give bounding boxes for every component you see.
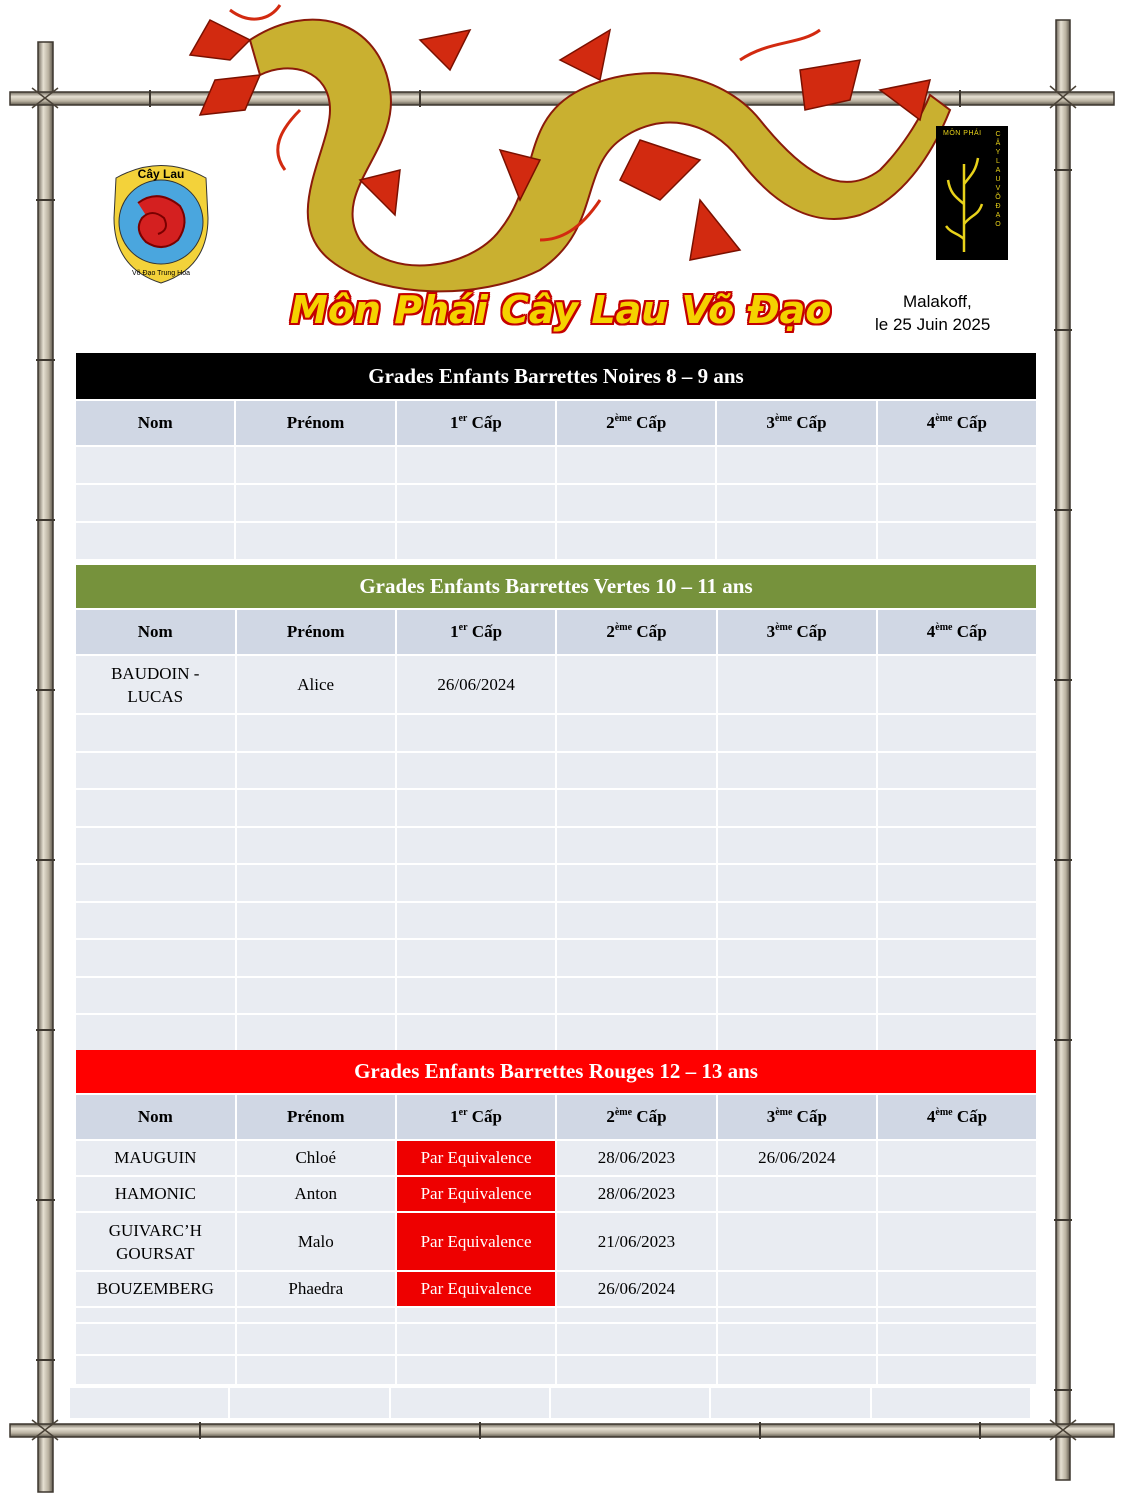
col-cap-1: 1er Cấp: [397, 401, 555, 445]
cell-cap-3: [718, 656, 876, 713]
col-cap-4: 4ème Cấp: [878, 610, 1036, 654]
table-row: [76, 1177, 1036, 1211]
col-cap-2: 2ème Cấp: [557, 401, 715, 445]
cell-cap-4: [878, 1213, 1036, 1270]
table-row: [76, 865, 1036, 901]
table-row: [76, 1141, 1036, 1175]
grades-table-rouges: [74, 1093, 1038, 1386]
cell-prenom: Malo: [237, 1213, 395, 1270]
cell-cap-4: [878, 1272, 1036, 1306]
col-cap-1: 1er Cấp: [397, 610, 555, 654]
cell-prenom: Phaedra: [237, 1272, 395, 1306]
section-rouges: [76, 1050, 1036, 1386]
cell-cap-3: 26/06/2024: [718, 1141, 876, 1175]
table-row: [76, 828, 1036, 864]
section-title-rouges: Grades Enfants Barrettes Rouges 12 – 13 ans: [76, 1050, 1036, 1093]
cell-cap-4: [878, 656, 1036, 713]
grades-table-vertes: [74, 608, 1038, 1053]
section-vertes: [76, 565, 1036, 1053]
col-prenom: Prénom: [237, 610, 395, 654]
table-row: [76, 656, 1036, 713]
logo-top-text: Cây Lau: [137, 167, 185, 181]
place: Malakoff,: [903, 292, 972, 311]
cell-nom: GUIVARC’H GOURSAT: [76, 1213, 235, 1270]
cell-cap-1: Par Equivalence: [397, 1177, 555, 1211]
date: le 25 Juin 2025: [875, 315, 991, 334]
bamboo-icon: [942, 144, 992, 254]
col-cap-3: 3ème Cấp: [718, 610, 876, 654]
table-row: [76, 715, 1036, 751]
cell-prenom: Alice: [237, 656, 395, 713]
cell-cap-2: 21/06/2023: [557, 1213, 715, 1270]
cell-cap-3: [718, 1272, 876, 1306]
page-title: Môn Phái Cây Lau Võ Đạo: [290, 288, 832, 332]
logo-bottom-text: Võ Đạo Trung Hoa: [132, 270, 190, 277]
logo-right-side-text: CÂY LAU VÕ ĐẠO: [995, 131, 1001, 228]
cell-cap-3: [718, 1213, 876, 1270]
cell-cap-3: [718, 1177, 876, 1211]
table-row: [76, 978, 1036, 1014]
table-row: [76, 940, 1036, 976]
table-row: [76, 1015, 1036, 1051]
cell-cap-2: [557, 656, 715, 713]
col-cap-2: 2ème Cấp: [557, 610, 715, 654]
cell-cap-2: 26/06/2024: [557, 1272, 715, 1306]
col-nom: Nom: [76, 401, 234, 445]
cell-cap-1: Par Equivalence: [397, 1213, 555, 1270]
table-row: [76, 447, 1036, 483]
col-nom: Nom: [76, 610, 235, 654]
col-cap-1: 1er Cấp: [397, 1095, 555, 1139]
section-noires: [76, 353, 1036, 561]
school-logo: [936, 126, 1008, 260]
table-row: [76, 1324, 1036, 1354]
table-row: [76, 1272, 1036, 1306]
cell-nom: MAUGUIN: [76, 1141, 235, 1175]
cell-cap-1: Par Equivalence: [397, 1141, 555, 1175]
table-row: [76, 753, 1036, 789]
col-cap-3: 3ème Cấp: [717, 401, 875, 445]
cell-cap-1: 26/06/2024: [397, 656, 555, 713]
table-row: [76, 790, 1036, 826]
col-prenom: Prénom: [237, 1095, 395, 1139]
table-row: [76, 523, 1036, 559]
table-row: [76, 1308, 1036, 1322]
cell-prenom: Anton: [237, 1177, 395, 1211]
table-row: [76, 1213, 1036, 1270]
cell-nom: HAMONIC: [76, 1177, 235, 1211]
cell-cap-2: 28/06/2023: [557, 1141, 715, 1175]
club-logo: [108, 158, 214, 286]
cell-nom: BOUZEMBERG: [76, 1272, 235, 1306]
cell-cap-1: Par Equivalence: [397, 1272, 555, 1306]
grades-table-noires: [74, 399, 1038, 561]
cell-cap-4: [878, 1141, 1036, 1175]
trailing-empty-row: [68, 1386, 1032, 1420]
place-date: [860, 292, 1030, 335]
cell-nom: BAUDOIN - LUCAS: [76, 656, 235, 713]
section-title-noires: Grades Enfants Barrettes Noires 8 – 9 ans: [76, 353, 1036, 399]
col-cap-2: 2ème Cấp: [557, 1095, 715, 1139]
col-prenom: Prénom: [236, 401, 394, 445]
cell-cap-2: 28/06/2023: [557, 1177, 715, 1211]
cell-cap-4: [878, 1177, 1036, 1211]
col-cap-4: 4ème Cấp: [878, 1095, 1036, 1139]
col-nom: Nom: [76, 1095, 235, 1139]
logo-right-top-text: MÔN PHÁI: [943, 130, 982, 137]
cell-prenom: Chloé: [237, 1141, 395, 1175]
col-cap-3: 3ème Cấp: [718, 1095, 876, 1139]
table-row: [76, 1356, 1036, 1384]
table-row: [76, 485, 1036, 521]
col-cap-4: 4ème Cấp: [878, 401, 1036, 445]
table-row: [76, 903, 1036, 939]
section-title-vertes: Grades Enfants Barrettes Vertes 10 – 11 ans: [76, 565, 1036, 608]
